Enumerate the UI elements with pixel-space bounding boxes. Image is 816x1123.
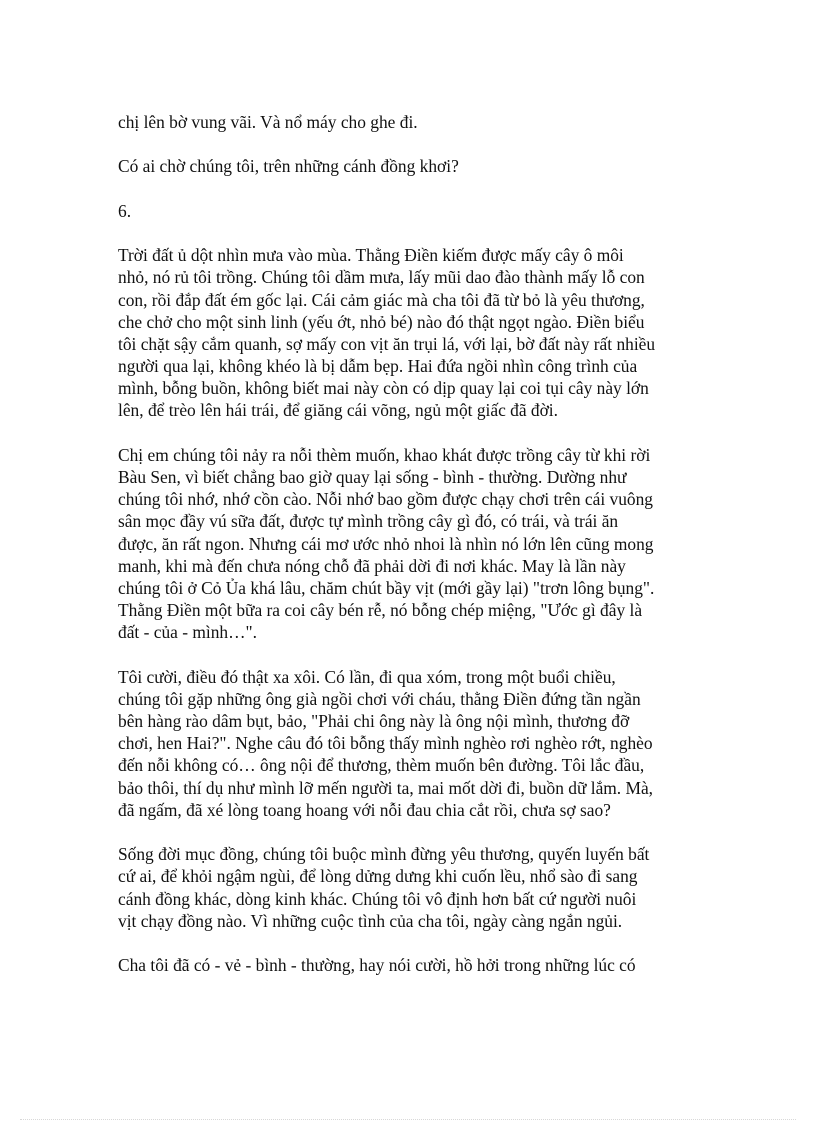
paragraph-5 [118,954,708,976]
text-line: cứ ai, để khỏi ngậm ngùi, để lòng dửng dưng khi cuốn lều, nhổ sào đi sang [118,866,638,887]
text-line: chơi, hen Hai?". Nghe câu đó tôi bỗng thấy mình nghèo rơi nghèo rớt, nghèo [118,733,653,754]
paragraph-gap [118,644,708,666]
section-number: 6. [118,200,132,221]
paragraph-3 [118,666,708,821]
paragraph-gap [118,422,708,444]
paragraph-gap [118,932,708,954]
text-line: đến nỗi không có… ông nội để thương, thèm muốn bên đường. Tôi lắc đầu, [118,755,645,776]
text-line: nhỏ, nó rủ tôi trồng. Chúng tôi dầm mưa, lấy mũi dao đào thành mấy lỗ con [118,267,645,288]
text-line: Sống đời mục đồng, chúng tôi buộc mình đừng yêu thương, quyến luyến bất [118,844,650,865]
text-line: tôi chặt sậy cắm quanh, sợ mấy con vịt ăn trụi lá, với lại, bờ đất này rất nhiều [118,333,656,354]
text-line: cánh đồng khác, dòng kinh khác. Chúng tôi vô định hơn bất cứ người nuôi [118,888,637,909]
text-line: manh, khi mà đến chưa nóng chỗ đã phải dời đi nơi khác. May là lần này [118,555,626,576]
text-line: được, ăn rất ngon. Nhưng cái mơ ước nhỏ nhoi là nhìn nó lớn lên cũng mong [118,533,654,554]
text-line: Cha tôi đã có - vẻ - bình - thường, hay nói cười, hồ hởi trong những lúc có [118,955,636,976]
text-line: bảo thôi, thí dụ như mình lỡ mến người ta, mai mốt dời đi, buồn dữ lắm. Mà, [118,777,654,798]
text-line: che chở cho một sinh linh (yếu ớt, nhỏ bé) nào đó thật ngọt ngào. Điền biểu [118,311,645,332]
text-line: Trời đất ủ dột nhìn mưa vào mùa. Thằng Điền kiếm được mấy cây ô môi [118,245,624,266]
paragraph-gap [118,133,708,155]
text-line: vịt chạy đồng nào. Vì những cuộc tình của cha tôi, ngày càng ngắn ngủi. [118,910,623,931]
text-line: người qua lại, không khéo là bị dẫm bẹp. Hai đứa ngồi nhìn công trình của [118,356,638,377]
text-line: đất - của - mình…". [118,622,257,643]
paragraph-gap [118,821,708,843]
text-line: lên, để trèo lên hái trái, để giăng cái võng, ngủ một giấc đã đời. [118,400,558,421]
text-line: đã ngấm, đã xé lòng toang hoang với nỗi đau chia cắt rồi, chưa sợ sao? [118,799,611,820]
paragraph-gap [118,222,708,244]
body-text [118,111,708,976]
text-line: Có ai chờ chúng tôi, trên những cánh đồng khơi? [118,156,459,177]
text-line: bên hàng rào dâm bụt, bảo, "Phải chi ông này là ông nội mình, thương đỡ [118,711,630,732]
text-line: chúng tôi gặp những ông già ngồi chơi với cháu, thằng Điền đứng tần ngần [118,688,641,709]
text-line: mình, bỗng buồn, không biết mai này còn có dịp quay lại coi tụi cây này lớn [118,378,649,399]
text-line: chúng tôi nhớ, nhớ cồn cào. Nỗi nhớ bao gồm được chạy chơi trên cái vuông [118,489,653,510]
page-bottom-divider [20,1119,796,1120]
text-line: chúng tôi ở Cỏ Ủa khá lâu, chăm chút bầy vịt (mới gầy lại) "trơn lông bụng". [118,577,655,598]
paragraph-gap [118,178,708,200]
text-line: con, rồi đắp đất ém gốc lại. Cái cảm giác mà cha tôi đã từ bỏ là yêu thương, [118,289,645,310]
text-line: chị lên bờ vung vãi. Và nổ máy cho ghe đi. [118,112,418,132]
text-line: Tôi cười, điều đó thật xa xôi. Có lần, đi qua xóm, trong một buổi chiều, [118,666,616,687]
paragraph-2 [118,444,708,644]
text-line: sân mọc đầy vú sữa đất, được tự mình trồng cây gì đó, có trái, và trái ăn [118,511,619,532]
text-line: Thằng Điền một bữa ra coi cây bén rễ, nó bỗng chép miệng, "Ước gì đây là [118,600,643,621]
text-line: Bàu Sen, vì biết chẳng bao giờ quay lại sống - bình - thường. Dường như [118,467,627,487]
paragraph-4 [118,843,708,932]
paragraph-1 [118,244,708,422]
text-line: Chị em chúng tôi nảy ra nỗi thèm muốn, khao khát được trồng cây từ khi rời [118,444,651,465]
